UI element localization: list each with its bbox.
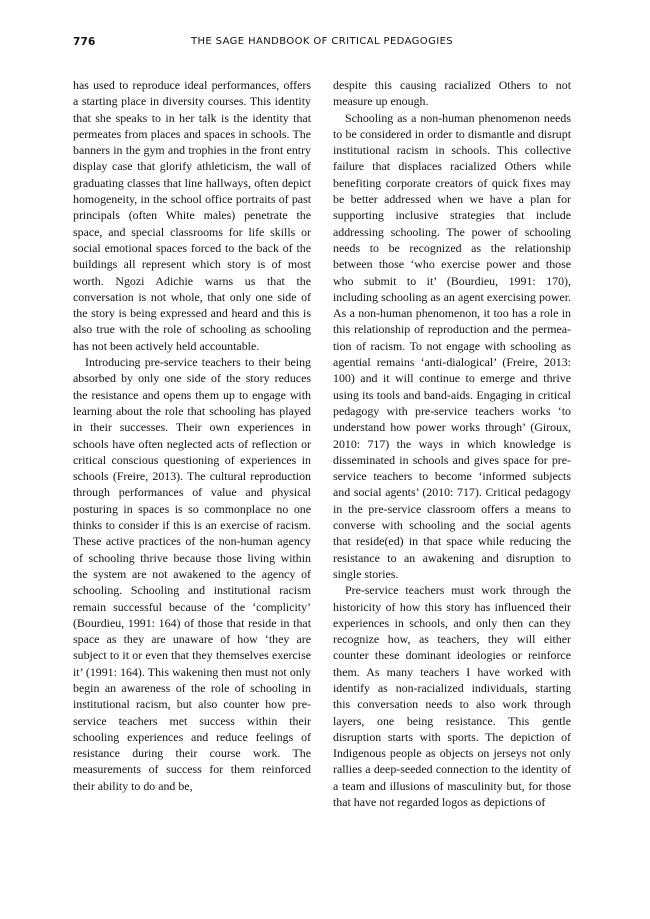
running-head: THE SAGE HANDBOOK OF CRITICAL PEDAGOGIES: [190, 36, 454, 47]
paragraph: Schooling as a non-human phenomenon needs to be considered in order to dismantle and disrupt institutional racism in schools. This collective failure that displaces racialized Others while benefiting corporate creators of quick fixes may be better addressed when we have a plan for supporting inclusive strategies that include addressing schooling. The power of schooling needs to be recognized as the relationship between those ‘who exercise power and those who submit to it’ (Bourdieu, 1991: 170), including schooling as an agent exercising power. As a non-human phenomenon, it too has a role in this relationship of reproduction and the permeation of racism. To not engage with schooling as agential remains ‘anti-dialogical’ (Freire, 2013: 100) and it will continue to emerge and thrive using its tools and band-aids. Engaging in critical pedagogy with pre-service teachers works ‘to understand how power works through’ (Giroux, 2010: 717) the ways in which knowledge is disseminated in schools and gives space for pre-service teachers to become ‘informed subjects and social agents’ (2010: 717). Critical pedagogy in the pre-service classroom offers a means to converse with schooling and the social agents that reside(ed) in that space while reducing the resistance to an awakening and disruption to single stories.: [333, 110, 571, 581]
paragraph: Introducing pre-service teachers to their being absorbed by only one side of the story reduces the resistance and opens them up to engage with learning about the role that schooling has played in their successes. Their own experiences in schools have often neglected acts of reflection or critical conscious questioning of experiences in schools (Freire, 2013). The cultural reproduction through performances of value and physical posturing in spaces is so commonplace no one thinks to consider if this is an exercise of racism. These active practices of the non-human agency of schooling thrive because those living within the system are not awakened to the agency of schooling. Schooling and institutional racism remain successful because of the ‘complicity’ (Bourdieu, 1991: 164) of those that reside in that space as they are unaware of how ‘they are subject to it or even that they themselves exercise it’ (1991: 164). This wakening then must not only begin an awareness of the role of schooling in institutional racism, but also counter how pre-service teachers met success within their schooling experiences and reduce feelings of resistance during their course work. The measurements of success for them reinforced their ability to do and be,: [73, 355, 311, 793]
right-column: [333, 77, 571, 810]
page-header: [73, 36, 571, 52]
left-column: [73, 77, 311, 794]
page-number: 776: [73, 36, 96, 48]
paragraph: despite this causing racialized Others to not measure up enough.: [333, 78, 571, 109]
paragraph: has used to reproduce ideal performances, offers a starting place in diversity courses. This identity that she speaks to in her talk is the identity that permeates from places and spaces in schools. The banners in the gym and trophies in the front entry display case that glorify athleticism, the wall of graduating classes that line hallways, often depict homogeneity, in the school office portraits of past principals (often White males) penetrate the space, and special classrooms for life skills or social emotional spaces forced to the back of the buildings all represent which story is of most worth. Ngozi Adichie warns us that the conversation is not whole, that only one side of the story is being expressed and heard and this is also true with the role of schooling as schooling has not been actively held accountable.: [73, 78, 311, 353]
paragraph: Pre-service teachers must work through the historicity of how this story has influenced their experiences in schools, and only then can they recognize how, as teachers, they will either counter these dominant ideologies or reinforce them. As many teachers I have worked with identify as non-racialized individuals, starting this conversation needs to also work through layers, one being resistance. This gentle disruption starts with sports. The depiction of Indigenous people as objects on jerseys not only rallies a deep-seeded connection to the identity of a team and illusions of masculinity but, for those that have not regarded logos as depictions of: [333, 583, 571, 810]
